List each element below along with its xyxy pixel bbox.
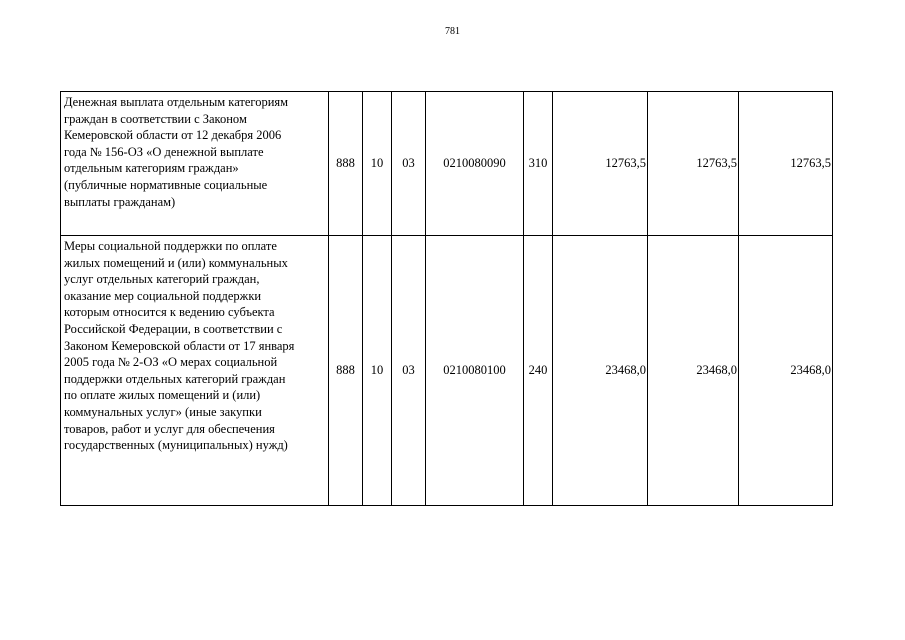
section-code: 10 [363,92,392,236]
expense-type-code: 310 [524,92,553,236]
amount-year-2: 12763,5 [648,92,739,236]
amount-year-2: 23468,0 [648,236,739,506]
ministry-code: 888 [329,92,363,236]
row-description: Денежная выплата отдельным категориям граждан в соответствии с Законом Кемеровской области от 12 декабря 2006 года № 156-ОЗ «О денежной выплате отдельным категориям граждан» (публичные нормативные социальные выплаты гражданам) [61,92,329,236]
amount-year-1: 12763,5 [553,92,648,236]
amount-year-1: 23468,0 [553,236,648,506]
subsection-code: 03 [392,92,426,236]
page-number: 781 [445,26,460,37]
target-article-code: 0210080090 [426,92,524,236]
table-row [61,92,833,236]
amount-year-3: 23468,0 [739,236,833,506]
table-row [61,236,833,506]
target-article-code: 0210080100 [426,236,524,506]
amount-year-3: 12763,5 [739,92,833,236]
subsection-code: 03 [392,236,426,506]
budget-table [60,91,833,506]
row-description: Меры социальной поддержки по оплате жилых помещений и (или) коммунальных услуг отдельных категорий граждан, оказание мер социальной поддержки которым относится к ведению субъекта Российской Федерации, в соответствии с Законом Кемеровской области от 17 января 2005 года № 2-ОЗ «О мерах социальной поддержки отдельных категорий граждан по оплате жилых помещений и (или) коммунальных услуг» (иные закупки товаров, работ и услуг для обеспечения государственных (муниципальных) нужд) [61,236,329,506]
section-code: 10 [363,236,392,506]
expense-type-code: 240 [524,236,553,506]
ministry-code: 888 [329,236,363,506]
